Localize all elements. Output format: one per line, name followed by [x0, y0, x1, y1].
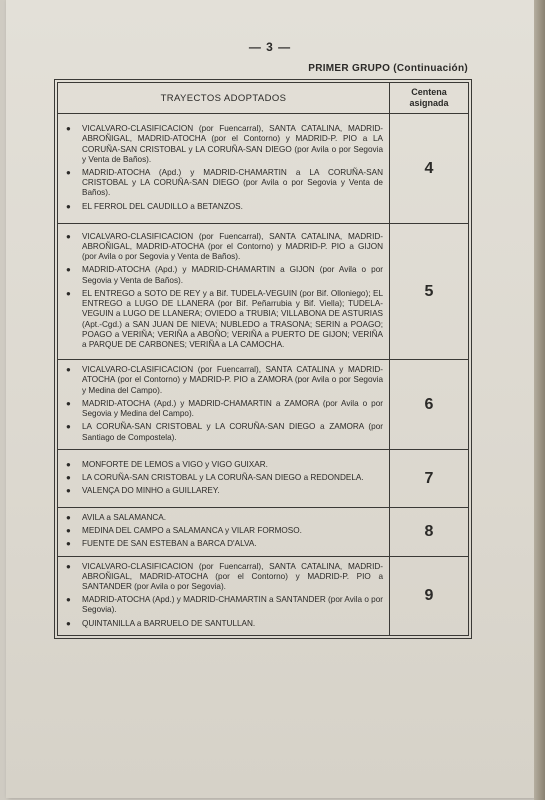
route-item: ● FUENTE DE SAN ESTEBAN a BARCA D'ALVA.: [64, 539, 383, 549]
centena-cell: 9: [390, 556, 469, 635]
route-item: ● LA CORUÑA-SAN CRISTOBAL y LA CORUÑA-SAN DIEGO a REDONDELA.: [64, 473, 383, 483]
document-page: [6, 0, 534, 798]
page-number: — 3 —: [248, 40, 292, 54]
route-item: ● MADRID-ATOCHA (Apd.) y MADRID-CHAMARTIN a ZAMORA (por Avila o por Segovia y Medina del Campo).: [64, 399, 383, 419]
route-list: [64, 460, 383, 497]
route-item: ● MADRID-ATOCHA (Apd.) y MADRID-CHAMARTIN a SANTANDER (por Avila o por Segovia).: [64, 595, 383, 615]
centena-cell: 7: [390, 450, 469, 508]
route-item: ● VICALVARO-CLASIFICACION (por Fuencarral), SANTA CATALINA, MADRID-ABROÑIGAL, MADRID-ATOCHA (por el Contorno) y MADRID-P. PIO a SANTANDER (por Avila o por Segovia).: [64, 562, 383, 593]
route-item: ● LA CORUÑA-SAN CRISTOBAL y LA CORUÑA-SAN DIEGO a ZAMORA (por Santiago de Compostela).: [64, 422, 383, 442]
group-heading: PRIMER GRUPO (Continuación): [308, 63, 468, 74]
route-list: [64, 124, 383, 212]
centena-cell: 6: [390, 360, 469, 450]
route-list: [64, 365, 383, 442]
table-row: [58, 360, 469, 450]
routes-cell: [58, 508, 390, 557]
routes-cell: [58, 360, 390, 450]
header-centena: Centena asignada: [390, 83, 469, 114]
route-item: ● MADRID-ATOCHA (Apd.) y MADRID-CHAMARTIN a LA CORUÑA-SAN CRISTOBAL y LA CORUÑA-SAN DIEGO (por Avila o por Segovia y Venta de Baños).: [64, 168, 383, 199]
route-item: ● VICALVARO-CLASIFICACION (por Fuencarral), SANTA CATALINA y MADRID-ATOCHA (por el Contorno) y MADRID-P. PIO a ZAMORA (por Avila o por Segovia y Medina del Campo).: [64, 365, 383, 396]
table-row: [58, 450, 469, 508]
routes-cell: [58, 556, 390, 635]
book-spine-edge: [534, 0, 545, 800]
table-row: [58, 556, 469, 635]
routes-cell: [58, 114, 390, 224]
centena-cell: 5: [390, 224, 469, 360]
table-header-row: [58, 83, 469, 114]
route-list: [64, 562, 383, 629]
routes-table: [57, 82, 469, 636]
route-list: [64, 232, 383, 350]
route-item: ● MEDINA DEL CAMPO a SALAMANCA y VILAR FORMOSO.: [64, 526, 383, 536]
route-item: ● EL ENTREGO a SOTO DE REY y a Bif. TUDELA-VEGUIN (por Bif. Olloniego); EL ENTREGO a LUGO DE LLANERA (por Bif. Peñarrubia y Bif. Viella); TUDELA-VEGUIN a LUGO DE LLANERA; OVIEDO a TRUBIA; VILLABONA DE ASTURIAS (Apt.-Cgd.) a SAN JUAN DE NIEVA; NUBLEDO a TRASONA; SERIN a POAGO; POAGO a VERIÑA; VERIÑA a ABOÑO; VERIÑA a PUERTO DE GIJON; VERIÑA a PARQUE DE CARBONES; VERIÑA a LA CAMOCHA.: [64, 289, 383, 350]
centena-cell: 4: [390, 114, 469, 224]
route-item: ● VALENÇA DO MINHO a GUILLAREY.: [64, 486, 383, 496]
centena-cell: 8: [390, 508, 469, 557]
route-item: ● MONFORTE DE LEMOS a VIGO y VIGO GUIXAR.: [64, 460, 383, 470]
routes-cell: [58, 450, 390, 508]
route-item: ● QUINTANILLA a BARRUELO DE SANTULLAN.: [64, 619, 383, 629]
route-item: ● VICALVARO-CLASIFICACION (por Fuencarral), SANTA CATALINA, MADRID-ABROÑIGAL, MADRID-ATOCHA (por el Contorno) y MADRID-P. PIO a LA CORUÑA-SAN CRISTOBAL y LA CORUÑA-SAN DIEGO (por Avila o por Segovia y Venta de Baños).: [64, 124, 383, 165]
table-row: [58, 508, 469, 557]
route-item: ● EL FERROL DEL CAUDILLO a BETANZOS.: [64, 202, 383, 212]
table-row: [58, 224, 469, 360]
routes-cell: [58, 224, 390, 360]
table-row: [58, 114, 469, 224]
route-list: [64, 513, 383, 550]
route-item: ● AVILA a SALAMANCA.: [64, 513, 383, 523]
route-item: ● MADRID-ATOCHA (Apd.) y MADRID-CHAMARTIN a GIJON (por Avila o por Segovia y Venta de Baños).: [64, 265, 383, 285]
route-item: ● VICALVARO-CLASIFICACION (por Fuencarral), SANTA CATALINA, MADRID-ABROÑIGAL, MADRID-ATOCHA (por el Contorno) y MADRID-P. PIO a GIJON (por Avila o por Segovia y Venta de Baños).: [64, 232, 383, 263]
header-routes: TRAYECTOS ADOPTADOS: [58, 83, 390, 114]
